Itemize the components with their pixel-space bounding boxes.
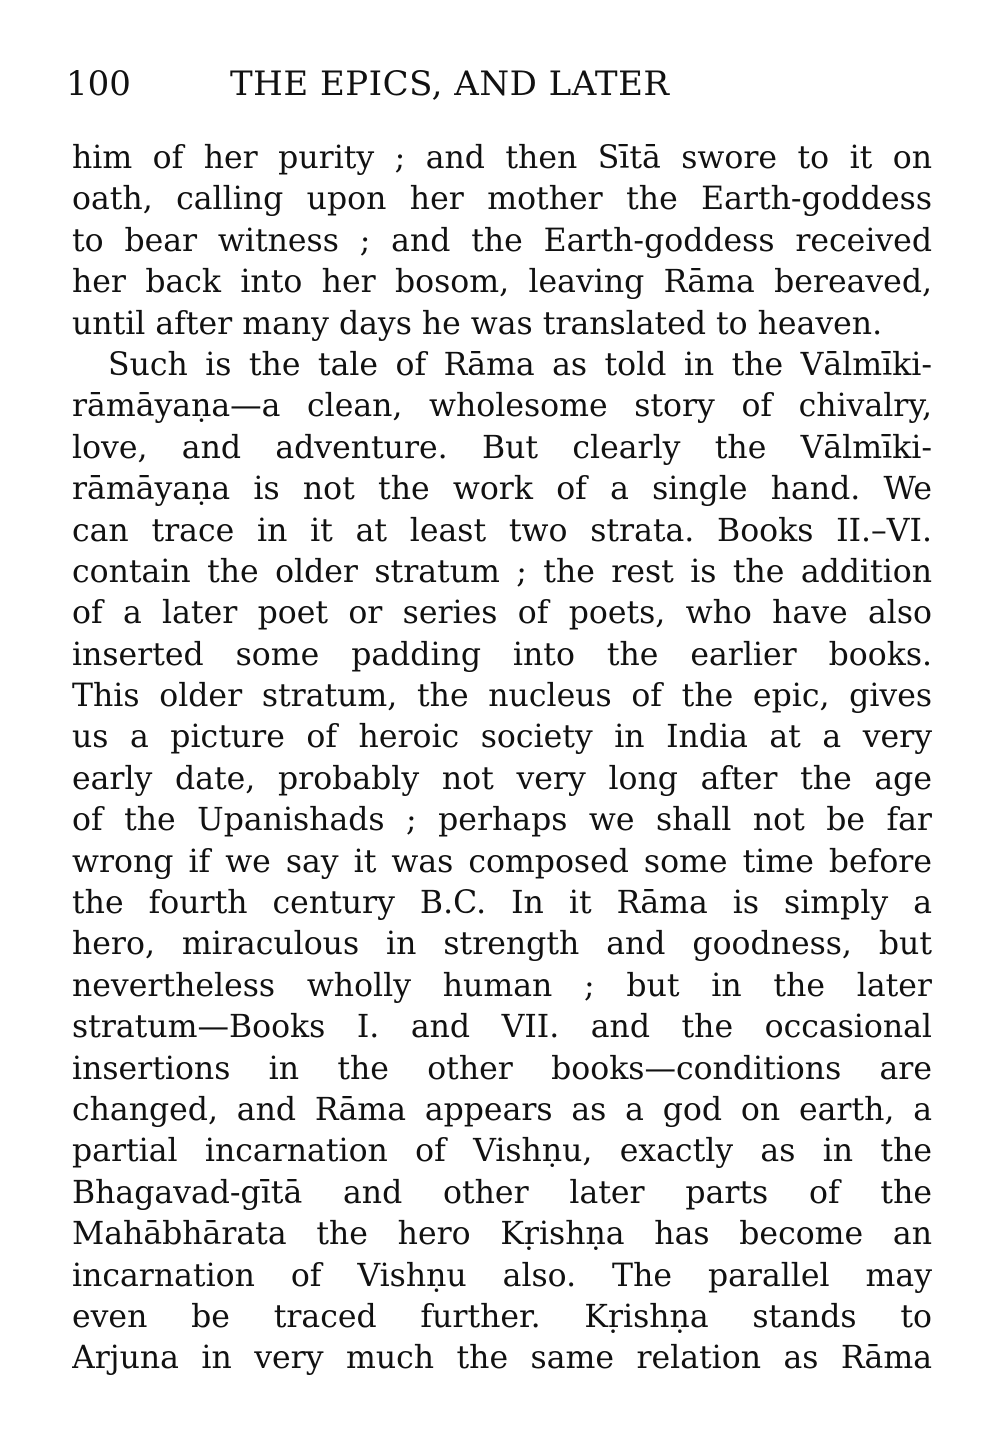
text-line: of the Upanishads ; perhaps we shall not be far bbox=[72, 802, 932, 839]
body-text bbox=[72, 138, 932, 1380]
text-line: can trace in it at least two strata. Books II.–VI. bbox=[72, 512, 932, 549]
text-line: love, and adventure. But clearly the Vālmīki- bbox=[72, 429, 932, 466]
paragraph-end-line: until after many days he was translated to heaven. bbox=[72, 305, 883, 342]
page-number: 100 bbox=[66, 64, 131, 104]
text-line: partial incarnation of Vishṇu, exactly as in the bbox=[72, 1133, 932, 1170]
text-line: to bear witness ; and the Earth-goddess received bbox=[72, 222, 932, 259]
text-line: stratum—Books I. and VII. and the occasional bbox=[72, 1009, 932, 1046]
text-line: us a picture of heroic society in India at a very bbox=[72, 719, 932, 756]
text-line: hero, miraculous in strength and goodness, but bbox=[72, 926, 932, 963]
text-line: Mahābhārata the hero Kṛishṇa has become an bbox=[72, 1216, 932, 1253]
text-line: wrong if we say it was composed some time before bbox=[72, 843, 932, 880]
text-line: the fourth century B.C. In it Rāma is simply a bbox=[72, 885, 932, 922]
text-line: inserted some padding into the earlier books. bbox=[72, 636, 932, 673]
text-line: changed, and Rāma appears as a god on earth, a bbox=[72, 1091, 932, 1128]
text-line: of a later poet or series of poets, who have also bbox=[72, 595, 932, 632]
text-line: him of her purity ; and then Sītā swore to it on bbox=[72, 140, 932, 176]
text-line: insertions in the other books—conditions are bbox=[72, 1050, 932, 1087]
text-line: early date, probably not very long after the age bbox=[72, 760, 932, 797]
text-line: contain the older stratum ; the rest is the addition bbox=[72, 553, 932, 590]
paragraph-start-line: Such is the tale of Rāma as told in the Vālmīki- bbox=[108, 346, 932, 383]
text-line: Bhagavad-gītā and other later parts of the bbox=[72, 1174, 932, 1211]
text-line: her back into her bosom, leaving Rāma bereaved, bbox=[72, 264, 932, 301]
text-line: rāmāyaṇa—a clean, wholesome story of chivalry, bbox=[72, 388, 932, 425]
running-head bbox=[66, 62, 936, 106]
text-line: This older stratum, the nucleus of the epic, gives bbox=[72, 678, 932, 715]
text-line: even be traced further. Kṛishṇa stands to bbox=[72, 1298, 932, 1335]
text-line: incarnation of Vishṇu also. The parallel may bbox=[72, 1257, 932, 1294]
running-title: THE EPICS, AND LATER bbox=[230, 64, 670, 104]
text-line: Arjuna in very much the same relation as Rāma bbox=[72, 1340, 932, 1377]
text-line: rāmāyaṇa is not the work of a single hand. We bbox=[72, 471, 932, 508]
text-line: nevertheless wholly human ; but in the later bbox=[72, 967, 932, 1004]
text-line: oath, calling upon her mother the Earth-goddess bbox=[72, 181, 932, 218]
